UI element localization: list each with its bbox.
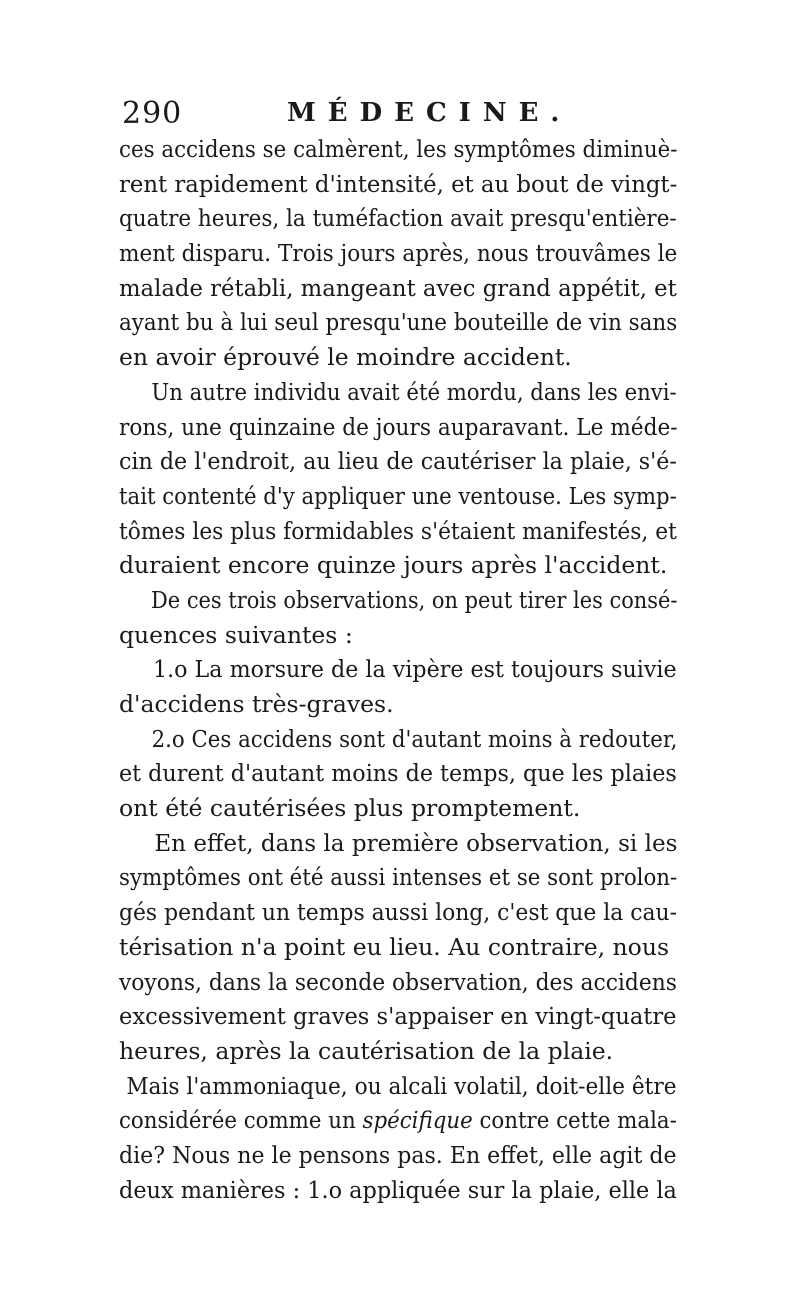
text-line: en avoir éprouvé le moindre accident. xyxy=(119,343,572,372)
text-line: duraient encore quinze jours après l'accident. xyxy=(119,551,668,580)
running-title: MÉDECINE. xyxy=(287,98,572,128)
text-line: heures, après la cautérisation de la plaie. xyxy=(119,1036,614,1065)
paragraph-start-line: Un autre individu avait été mordu, dans les envi- xyxy=(151,377,677,406)
text-line: rent rapidement d'intensité, et au bout de vingt- xyxy=(119,169,678,198)
text-line: cin de l'endroit, au lieu de cautériser la plaie, s'é- xyxy=(119,447,677,476)
text-line: ayant bu à lui seul presqu'une bouteille de vin sans xyxy=(119,308,678,337)
paragraph-start-line: En effet, dans la première observation, si les xyxy=(154,828,678,857)
numbered-item-1: 1.o La morsure de la vipère est toujours suivie xyxy=(152,655,677,684)
text-line: deux manières : 1.o appliquée sur la plaie, elle la xyxy=(119,1175,677,1204)
paragraph-start-line: De ces trois observations, on peut tirer les consé- xyxy=(151,585,678,614)
text-line: tait contenté d'y appliquer une ventouse. Les symp- xyxy=(119,481,677,510)
paragraph-start-line: Mais l'ammoniaque, ou alcali volatil, doit-elle être xyxy=(126,1071,677,1100)
text-line: gés pendant un temps aussi long, c'est que la cau- xyxy=(119,898,677,927)
text-segment: considérée comme un xyxy=(119,1106,356,1135)
text-line: malade rétabli, mangeant avec grand appétit, et xyxy=(119,273,677,302)
text-line: die? Nous ne le pensons pas. En effet, elle agit de xyxy=(119,1140,677,1169)
text-line: térisation n'a point eu lieu. Au contraire, nous xyxy=(119,932,670,961)
text-line: symptômes ont été aussi intenses et se sont prolon- xyxy=(119,863,678,892)
text-line: ont été cautérisées plus promptement. xyxy=(119,794,581,823)
italic-term: spécifique xyxy=(362,1106,473,1135)
text-line: quences suivantes : xyxy=(119,620,353,649)
text-segment: contre cette mala- xyxy=(479,1106,677,1135)
body-text xyxy=(119,132,677,1207)
text-line: excessivement graves s'appaiser en vingt-quatre xyxy=(119,1002,677,1031)
text-line: rons, une quinzaine de jours auparavant. Le méde- xyxy=(119,412,678,441)
text-line-with-italic xyxy=(119,1103,677,1138)
text-line: quatre heures, la tuméfaction avait presqu'entière- xyxy=(119,204,677,233)
running-head xyxy=(122,96,682,132)
text-line: tômes les plus formidables s'étaient manifestés, et xyxy=(119,516,677,545)
text-line: voyons, dans la seconde observation, des accidens xyxy=(119,967,677,996)
text-line: d'accidens très-graves. xyxy=(119,690,394,718)
text-line: et durent d'autant moins de temps, que les plaies xyxy=(119,759,677,788)
page-number: 290 xyxy=(122,96,183,131)
text-line: ment disparu. Trois jours après, nous trouvâmes le xyxy=(119,239,678,268)
numbered-item-2: 2.o Ces accidens sont d'autant moins à redouter, xyxy=(151,724,678,753)
text-line: ces accidens se calmèrent, les symptômes diminuè- xyxy=(119,135,678,163)
